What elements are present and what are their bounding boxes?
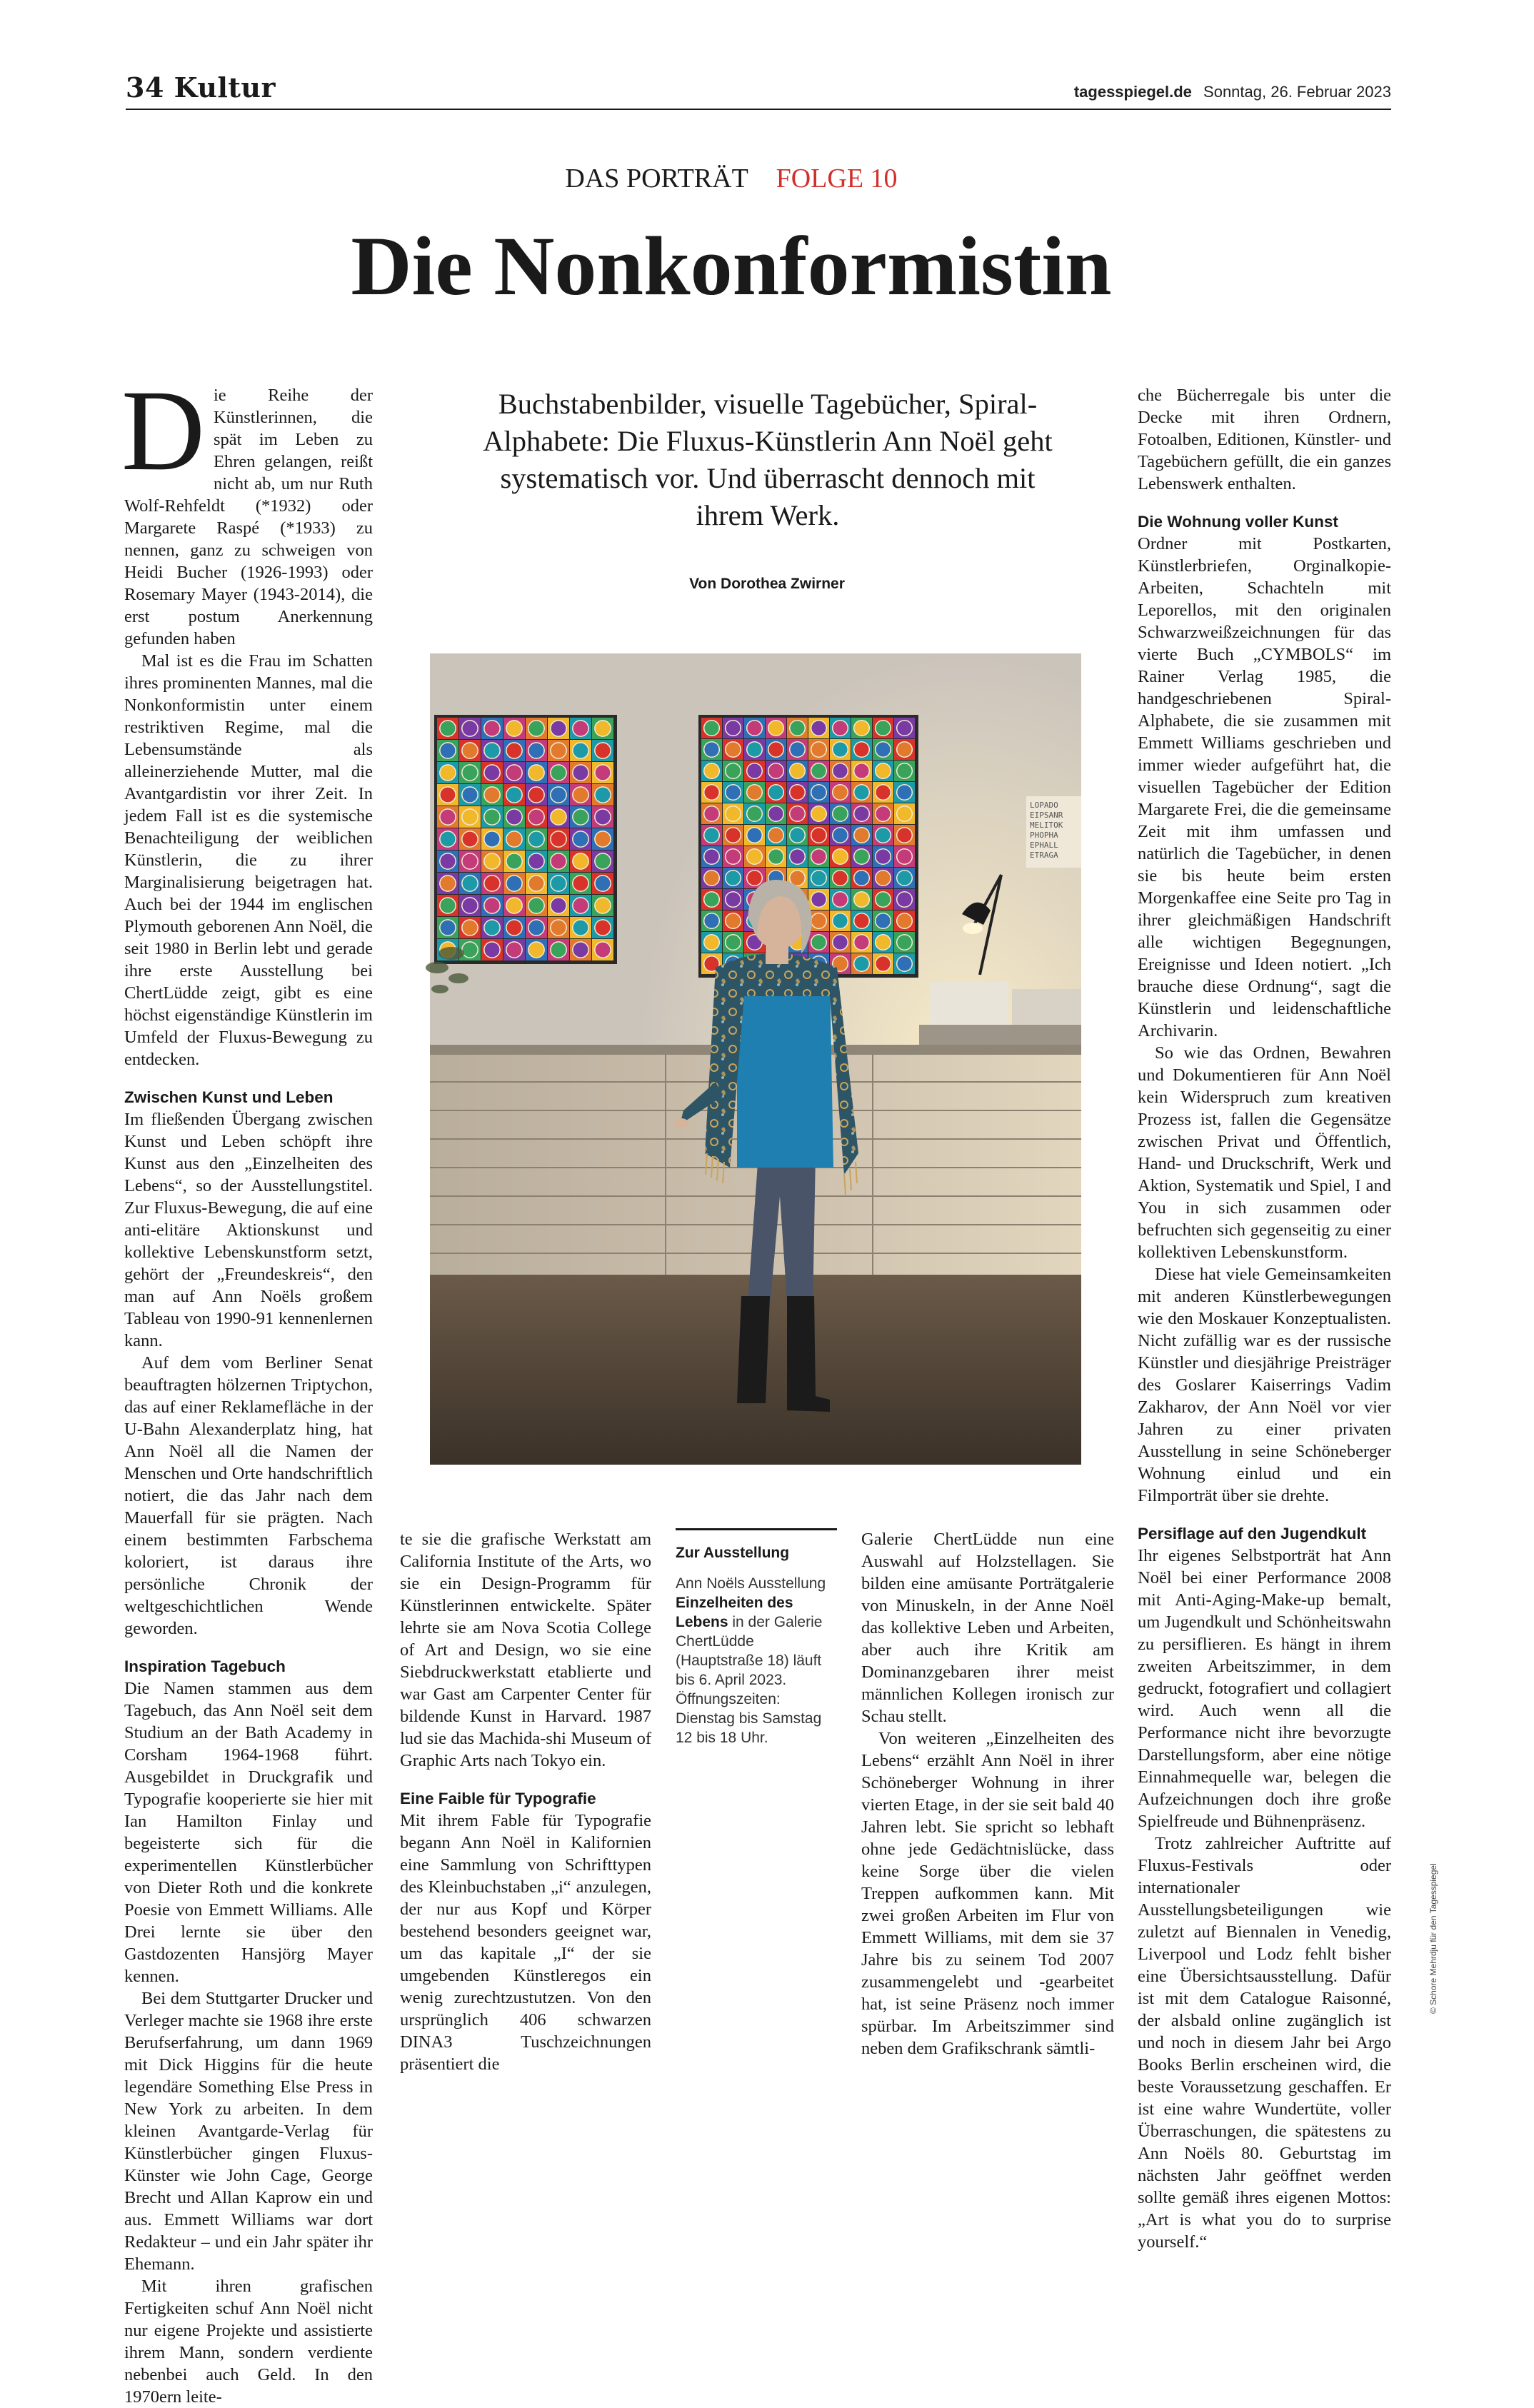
printer <box>930 982 1008 1025</box>
svg-text:EPHALL: EPHALL <box>1030 841 1058 850</box>
header-meta <box>1074 83 1391 101</box>
svg-text:MELITOK: MELITOK <box>1030 821 1063 830</box>
byline: Von Dorothea Zwirner <box>689 576 845 592</box>
page-header <box>126 71 1391 109</box>
article-paragraph: Von weiteren „Einzelheiten des Lebens“ erzählt Ann Noël in ihrer Schöneberger Wohnung in ihrer vierten Etage, in der sie seit bald 40 Jahren lebt. Sie spricht so lebhaft ohne jede Gedächtnislücke, dass keine Sorge über die vielen Treppen aufkommen kann. Mit zwei großen Arbeiten im Flur von Emmett Williams, mit dem sie 37 Jahre bis zu seinem Tod 2007 zusammengelebt und -gearbeitet hat, ist seine Präsenz noch immer spürbar. Im Arbeitszimmer sind neben dem Grafikschrank sämtli- <box>861 1729 1114 2058</box>
series-label: DAS PORTRÄT <box>565 164 748 194</box>
header-divider <box>126 109 1391 110</box>
subheading: Eine Faible für Typografie <box>400 1790 596 1807</box>
subheading: Zwischen Kunst und Leben <box>124 1088 334 1106</box>
infobox-rule <box>676 1528 837 1530</box>
article-paragraph: te sie die grafische Werkstatt am California Institute of the Arts, wo sie ein Design-Programm für Künstlerinnen entwickelte. Später lehrte sie am Nova Scotia College of Art and Design, wo sie eine Siebdruckwerkstatt etablierte und war Gast am Carpenter Center für bildende Kunst in Harvard. 1987 lud sie das Machida-shi Museum of Graphic Arts nach Tokyo ein. <box>400 1530 651 1770</box>
article-paragraph: Ihr eigenes Selbstporträt hat Ann Noël bei einer Performance 2008 mit Anti-Aging-Make-up bemalt, um Jugendkult und Schönheitswahn zu persiflieren. Es hängt in ihrem zweiten Arbeitszimmer, in dem gedruckt, fotografiert und collagiert wird. Auch wenn all die Performance nicht ihre bevorzugte Darstellungsform, aber eine nötige Einnahmequelle war, belegen die Aufzeichnungen doch ihre große Spielfreude und Bühnenpräsenz. <box>1138 1546 1391 1831</box>
infobox-body <box>676 1574 837 1747</box>
svg-text:PHOPHA: PHOPHA <box>1030 831 1058 840</box>
infobox-details: in der Galerie ChertLüdde (Hauptstraße 18) läuft bis 6. April 2023. Öffnungszeiten: Dienstag bis Samstag 12 bis 18 Uhr. <box>676 1614 823 1746</box>
exhibition-infobox <box>676 1528 837 1747</box>
series-episode: FOLGE 10 <box>776 164 898 194</box>
article-paragraph: Mal ist es die Frau im Schatten ihres prominenten Mannes, mal die Nonkonformistin unter einem restriktiven Regime, mal die Lebensumstände als alleinerziehende Mutter, mal die Avantgardistin vor ihrer Zeit. In jedem Fall ist es die systemische Benachteiligung der weiblichen Künstlerin, die zu ihrer Marginalisierung beigetragen hat. Auch bei der 1944 im englischen Plymouth geborenen Ann Noël, die seit 1980 in Berlin lebt und gerade ihre erste Ausstellung bei ChertLüdde zeigt, gibt es eine höchst eigenständige Künstlerin im Umfeld der Fluxus-Bewegung zu entdecken. <box>124 651 373 1069</box>
infobox-exhibition-title: Einzelheiten des Lebens <box>676 1595 793 1630</box>
infobox-line: Ann Noëls Ausstellung <box>676 1575 826 1592</box>
page-folio <box>126 71 276 104</box>
article-column-1 <box>121 367 373 2408</box>
svg-text:ETRAGA: ETRAGA <box>1030 851 1058 860</box>
series-kicker <box>0 163 1463 194</box>
left-painting <box>434 715 617 964</box>
article-paragraph: Mit ihren grafischen Fertigkeiten schuf Ann Noël nicht nur eigene Projekte und assistierte ihrem Mann, sondern verdiente nebenbei auch Geld. In den 1970ern leite- <box>124 2277 373 2407</box>
photo-credit: © Schore Mehrdju für den Tagesspiegel <box>1428 1863 1438 2014</box>
article-column-4 <box>1138 384 1391 2253</box>
article-paragraph: Trotz zahlreicher Auftritte auf Fluxus-Festivals oder internationaler Ausstellungsbeteiligungen wie zuletzt auf Biennalen in Venedig, Liverpool und Lodz fehlt bisher eine Übersichtsausstellung. Dafür ist mit dem Catalogue Raisonné, der alsbald online zugänglich ist und noch in diesem Jahr bei Argo Books Berlin erscheinen wird, die beste Voraussetzung geschaffen. Er ist eine wahre Wundertüte, voller Überraschungen, die spätestens zu Ann Noëls 80. Geburtstag im nächsten Jahr geöffnet werden sollte gemäß ihres eigenen Mottos: „Art is what you do to surprise yourself.“ <box>1138 1834 1391 2252</box>
article-paragraph: Mit ihrem Fable für Typografie begann Ann Noël in Kalifornien eine Sammlung von Schrifttypen des Kleinbuchstaben „i“ anzulegen, der nur aus Kopf und Körper bestehend besonders geeignet war, um das kapitale „I“ der sie umgebenden Künstleregos ein wenig zurechtzustutzen. Von den ursprünglich 406 schwarzen DINA3 Tuschzeichnungen präsentiert die <box>400 1811 651 2074</box>
section-name: Kultur <box>174 71 276 104</box>
portrait-photo <box>430 653 1081 1465</box>
article-paragraph: Diese hat viele Gemeinsamkeiten mit anderen Künstlerbewegungen wie den Moskauer Konzeptualisten. Nicht zufällig war es der russische Künstler und diesjährige Preisträger des Goslarer Kaiserrings Vadim Zakharov, der Ann Noël vor vier Jahren zu einer privaten Ausstellung in seine Schöneberger Wohnung einlud und ein Filmporträt über sie drehte. <box>1138 1265 1391 1505</box>
article-paragraph: Im fließenden Übergang zwischen Kunst und Leben schöpft ihre Kunst aus den „Einzelheiten des Lebens“, so der Ausstellungstitel. Zur Fluxus-Bewegung, die auf eine anti-elitäre Aktionskunst und kollektive Lebenskunstform setzt, gehört der „Freundeskreis“, den man auf Ann Noëls großem Tableau von 1990-91 kennenlernen kann. <box>124 1110 373 1350</box>
subheading: Die Wohnung voller Kunst <box>1138 513 1338 531</box>
infobox-title: Zur Ausstellung <box>676 1545 790 1561</box>
article-paragraph: che Bücherregale bis unter die Decke mit ihren Ordnern, Fotoalben, Editionen, Künstler- und Tagebüchern gefüllt, die ein ganzes Lebenswerk enthalten. <box>1138 386 1391 493</box>
article-paragraph: Die Namen stammen aus dem Tagebuch, das Ann Noël seit dem Studium an der Bath Academy in Corsham 1964-1968 führt. Ausgebildet in Druckgrafik und Typografie kooperierte sie hier mit Ian Hamilton Finlay und begeisterte sich für die experimentellen Künstlerbücher von Dieter Roth und die konkrete Poesie von Emmett Williams. Alle Drei lernte sie über den Gastdozenten Hansjörg Mayer kennen. <box>124 1679 373 1986</box>
issue-date: Sonntag, 26. Februar 2023 <box>1203 83 1391 101</box>
subheading: Inspiration Tagebuch <box>124 1657 286 1675</box>
article-paragraph: Bei dem Stuttgarter Drucker und Verleger machte sie 1968 ihre erste Berufserfahrung, um dann 1969 mit Dick Higgins für die heute legendäre Something Else Press in New York zu arbeiten. In dem kleinen Avantgarde-Verlag für Künstlerbücher gingen Fluxus-Künster wie John Cage, George Brecht und Allan Kaprow ein und aus. Emmett Williams war dort Redakteur – und ein Jahr später ihr Ehemann. <box>124 1989 373 2274</box>
page-number: 34 <box>126 71 164 104</box>
article-paragraph: ie Reihe der Künstlerinnen, die spät im Leben zu Ehren gelangen, reißt nicht ab, um nur Ruth Wolf-Rehfeldt (*1932) oder Margarete Raspé (*1933) zu nennen, ganz zu schweigen von Heidi Bucher (1926-1993) oder Rosemary Mayer (1943-2014), die erst postum Anerkennung gefunden haben <box>124 386 373 648</box>
drop-cap: D <box>121 367 205 495</box>
article-paragraph: Galerie ChertLüdde nun eine Auswahl auf Holzstellagen. Sie bilden eine amüsante Porträtgalerie von Minuskeln, in der Anne Noël das kollektive Leben und Arbeiten, aber auch ihre Kritik am Dominanzgebaren ihrer meist männlichen Kollegen ironisch zur Schau stellt. <box>861 1530 1114 1726</box>
article-paragraph: Ordner mit Postkarten, Künstlerbriefen, Orginalkopie-Arbeiten, Schachteln mit Leporellos, mit den originalen Schwarzweißzeichnungen für das vierte Buch „CYMBOLS“ im Rainer Verlag 1985, die handgeschriebenen Spiral-Alphabete, die sie zusammen mit Emmett Williams geschrieben und immer wieder aufgeführt hat, die visuellen Tagebücher der Edition Margarete Frei, die die gemeinsame Zeit mit ihm umfassen und natürlich die Tagebücher, in denen sie bis heute beim ersten Morgenkaffee eine Seite pro Tag in ihrer gleichmäßigen Handschrift alle wichtigen Begegnungen, Ereignisse und Ideen notiert. „Ich brauche diese Ordnung“, sagt die Künstlerin und leidenschaftliche Archivarin. <box>1138 534 1391 1040</box>
article-column-2 <box>400 1528 651 2075</box>
svg-text:EIPSANR: EIPSANR <box>1030 811 1063 820</box>
article-paragraph: So wie das Ordnen, Bewahren und Dokumentieren für Ann Noël kein Widerspruch zum kreativen Prozess ist, fallen die Gegensätze zwischen Privat und Öffentlich, Hand- und Druckschrift, Werk und Aktion, Systematik und Spiel, I and You in sich zusammen oder befruchten sich gegenseitig zu einer kollektiven Lebenskunstform. <box>1138 1043 1391 1262</box>
svg-text:LOPADO: LOPADO <box>1030 801 1058 810</box>
article-column-3 <box>861 1528 1114 2060</box>
headline: Die Nonkonformistin <box>351 219 1112 313</box>
subheading: Persiflage auf den Jugendkult <box>1138 1525 1367 1542</box>
site-name[interactable]: tagesspiegel.de <box>1073 83 1192 101</box>
dek: Buchstabenbilder, visuelle Tagebücher, Spiral-Alphabete: Die Fluxus-Künstlerin Ann Noël geht systematisch vor. Und überrascht dennoch mit ihrem Werk. <box>483 388 1053 531</box>
article-paragraph: Auf dem vom Berliner Senat beauftragten hölzernen Triptychon, das auf einer Reklamefläche in der U-Bahn Alexanderplatz hing, hat Ann Noël all die Namen der Menschen und Orte handschriftlich notiert, die das Jahr nach dem Mauerfall für sie prägten. Nach einem bestimmten Farbschema koloriert, ist daraus ihre persönliche Chronik der weltgeschichtlichen Wende geworden. <box>124 1353 373 1638</box>
